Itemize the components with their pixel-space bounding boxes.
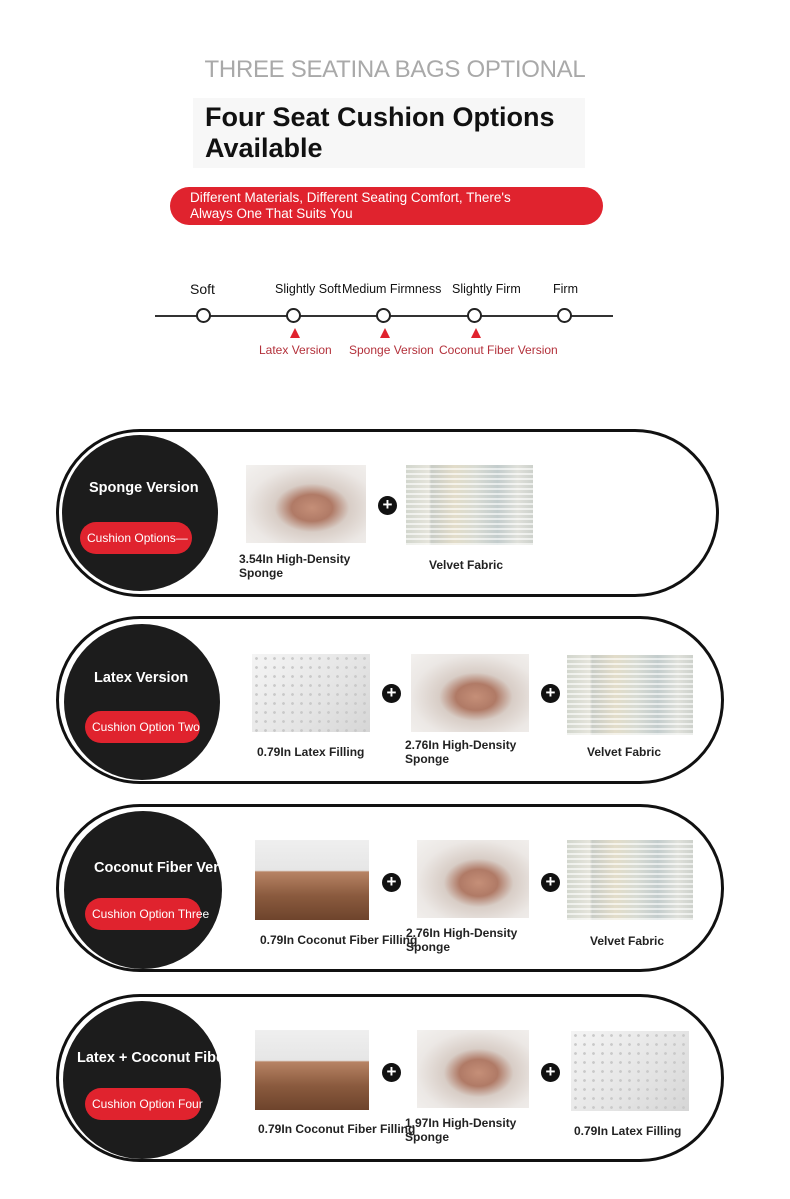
cushion-card-latex	[56, 616, 724, 784]
item-caption: 0.79In Latex Filling	[257, 745, 365, 759]
coconut-fiber-photo	[255, 1030, 369, 1110]
item-caption: 0.79In Latex Filling	[574, 1124, 682, 1138]
version-badge	[64, 624, 220, 780]
badge-option-pill: Cushion Option Four	[85, 1088, 201, 1120]
scale-label-medium-firmness: Medium Firmness	[342, 282, 442, 296]
velvet-fabric-photo	[567, 655, 693, 735]
badge-option-pill: Cushion Option Three	[85, 898, 201, 930]
scale-label-firm: Firm	[553, 282, 578, 296]
plus-icon: +	[378, 496, 397, 515]
latex-photo	[252, 654, 370, 732]
scale-label-slightly-soft: Slightly Soft	[275, 282, 342, 296]
kicker-heading: THREE SEATINA BAGS OPTIONAL	[204, 56, 586, 83]
sponge-photo	[246, 465, 366, 543]
page-title-line-2: Available	[205, 133, 323, 163]
scale-version-latex: Latex Version	[259, 343, 332, 357]
badge-option-pill: Cushion Option Two	[85, 711, 200, 743]
subtitle-banner	[170, 187, 603, 225]
plus-icon: +	[382, 1063, 401, 1082]
scale-version-coconut: Coconut Fiber Version	[439, 343, 558, 357]
velvet-fabric-photo	[567, 840, 693, 920]
scale-label-soft: Soft	[190, 281, 215, 297]
scale-node-soft	[196, 308, 211, 323]
subtitle-line-1: Different Materials, Different Seating Comfort, There's	[190, 190, 511, 205]
badge-title: Sponge Version	[89, 480, 199, 496]
badge-title: Coconut Fiber Version	[94, 860, 249, 876]
item-caption: Velvet Fabric	[587, 745, 662, 759]
item-caption: 0.79In Coconut Fiber Filling	[260, 933, 418, 947]
cushion-card-latex-coconut	[56, 994, 724, 1162]
velvet-fabric-photo	[406, 465, 533, 545]
item-caption: Velvet Fabric	[590, 934, 665, 948]
latex-photo	[571, 1031, 689, 1111]
version-badge	[62, 435, 218, 591]
version-badge	[63, 1001, 230, 1159]
badge-option-pill: Cushion Options—	[80, 522, 192, 554]
item-caption: 0.79In Coconut Fiber Filling	[258, 1122, 416, 1136]
subtitle-line-2: Always One That Suits You	[190, 206, 353, 221]
page-title	[193, 98, 585, 168]
plus-icon: +	[541, 1063, 560, 1082]
badge-title: Latex Version	[94, 670, 189, 686]
item-caption: 3.54In High-Density Sponge	[239, 552, 351, 580]
page-title-line-1: Four Seat Cushion Options	[205, 102, 555, 132]
cushion-card-coconut	[56, 804, 724, 972]
scale-node-slightly-soft	[286, 308, 301, 323]
sponge-photo	[417, 840, 529, 918]
sponge-photo	[411, 654, 529, 732]
sponge-photo	[417, 1030, 529, 1108]
scale-node-medium-firmness	[376, 308, 391, 323]
item-caption: Velvet Fabric	[429, 558, 504, 572]
coconut-fiber-photo	[255, 840, 369, 920]
plus-icon: +	[382, 873, 401, 892]
item-caption: 1.97In High-Density Sponge	[405, 1116, 517, 1144]
scale-node-firm	[557, 308, 572, 323]
item-caption: 2.76In High-Density Sponge	[405, 738, 517, 766]
firmness-scale	[155, 270, 615, 370]
version-badge	[64, 811, 249, 969]
scale-label-slightly-firm: Slightly Firm	[452, 282, 521, 296]
plus-icon: +	[382, 684, 401, 703]
scale-node-slightly-firm	[467, 308, 482, 323]
cushion-card-sponge	[56, 429, 719, 597]
badge-title: Latex + Coconut Fiber	[77, 1050, 230, 1066]
plus-icon: +	[541, 684, 560, 703]
scale-version-sponge: Sponge Version	[349, 343, 434, 357]
plus-icon: +	[541, 873, 560, 892]
item-caption: 2.76In High-Density Sponge	[406, 926, 518, 954]
